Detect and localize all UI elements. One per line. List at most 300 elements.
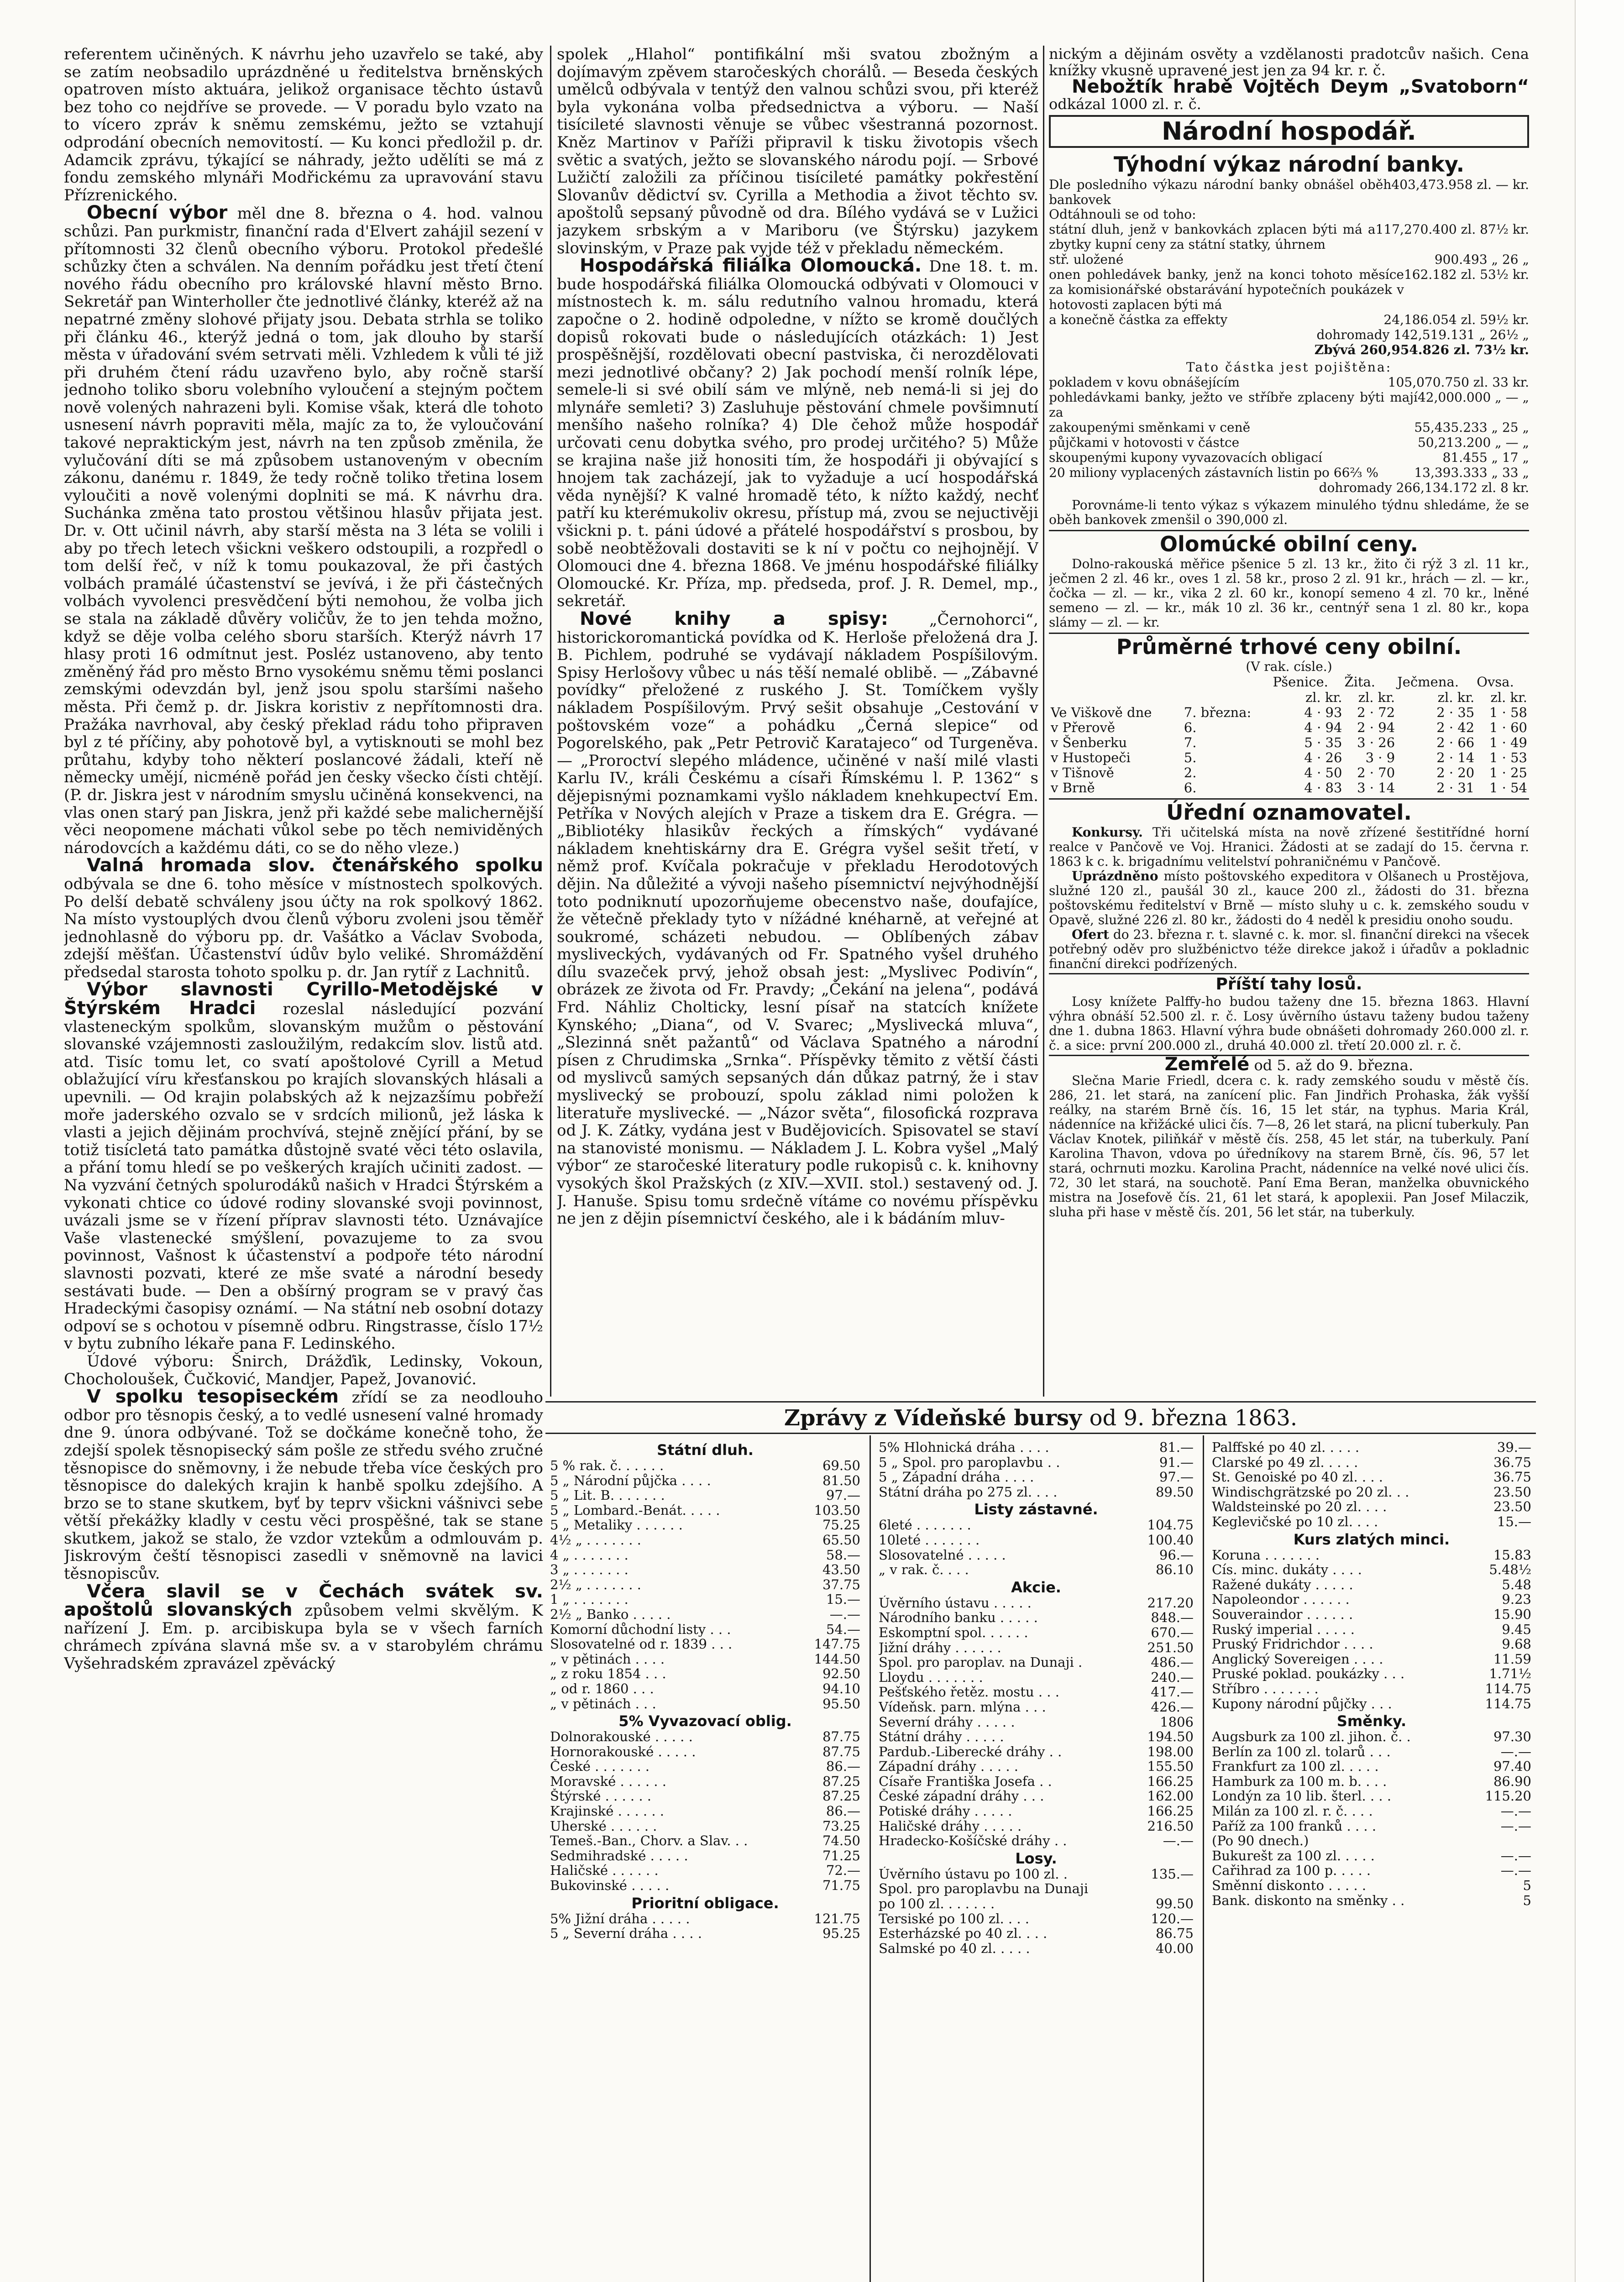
vybor-slavnosti-text: rozeslal následující pozvání vlasteneckým spolkům, slovanským mužům o pěstování slovanské vzájemnosti zasloužilým, redakcím slov. listů atd. atd. Tisíc tomu let, co svatí apoštolové Cyrill a Metud oblažující víru křesťanskou po krajích slovanských hlásali a upevnili. — Od krajin polabských až k nejzazšímu pobřeží moře jaderského ozvalo se v srdcích milionů, jež láska k vlasti a jejich dějinám prochvívá, stejně znějící přání, by se totiž tisícletá tato památka důstojně svaté věci této oslavila, a přání tomu hledí se po veškerých krajích učiniti zadost. — Na vyzvání četných spolurodáků našich v Hradci Štýrském a vykonati chtice co údové rodiny slovanské svoji povinnost, uvázali jsme se v řízení příprav slavnosti této. Uznávajíce Vaše vlastenecké smýšlení, povazujeme to za svou povinnost, Vašnost k účastenství a podpoře této národní slavnosti pozvati, které ze mše svaté a národní besedy sestávati bude. — Den a obšírný program se v pravý čas Hradeckými časopisy oznámí. — Na státní neb osobní dotazy odpoví se s ochotou v písemně odbru. Ringstrasse, číslo 17½ v bytu zubního lékaře pana F. Ledinského. bbox=[64, 1000, 543, 1353]
bursa-row bbox=[550, 1729, 860, 1744]
bursa-row bbox=[879, 1729, 1194, 1744]
bursa-item-name: Národního banku . . . . . bbox=[879, 1610, 1038, 1625]
bursa-row bbox=[1212, 1893, 1531, 1908]
bursa-item-value: 9.45 bbox=[1502, 1621, 1531, 1637]
day-cell: 6. bbox=[1184, 780, 1197, 796]
bursa-item-value: 114.75 bbox=[1485, 1680, 1531, 1696]
bursa-item-name: 4 „ . . . . . . . bbox=[550, 1547, 629, 1563]
bursa-item-value: 120.— bbox=[1151, 1910, 1194, 1926]
bursa-item-name: Palffské po 40 zl. . . . . bbox=[1212, 1440, 1360, 1455]
table-row bbox=[1049, 780, 1529, 796]
bursa-row bbox=[1212, 1548, 1531, 1563]
value-cell: 1 · 58 bbox=[1489, 705, 1527, 720]
bursa-item-name: Dolnorakouské . . . . . bbox=[550, 1729, 693, 1744]
bursa-item-value: 92.50 bbox=[822, 1666, 860, 1682]
bursa-row bbox=[550, 1833, 860, 1848]
bursa-item-name: Komorní důchodní listy . . . bbox=[550, 1622, 731, 1637]
bursa-item-value: 103.50 bbox=[814, 1502, 860, 1518]
bursa-item-name: Severní dráhy . . . . . bbox=[879, 1714, 1015, 1730]
bursa-item-name: po 100 zl. . . . . . . bbox=[879, 1896, 995, 1911]
bursa-item-name: Úvěrního ústavu po 100 zl. . bbox=[879, 1866, 1068, 1882]
bank-item bbox=[1049, 252, 1529, 267]
bursa-row bbox=[879, 1625, 1194, 1640]
bursa-row bbox=[879, 1833, 1194, 1848]
day-cell: 5. bbox=[1184, 750, 1197, 765]
bursa-item-name: 5 „ Spol. pro paroplavbu . . bbox=[879, 1455, 1060, 1470]
bursa-section-heading: 5% Vyvazovací oblig. bbox=[618, 1712, 792, 1730]
value-cell: 2 · 14 bbox=[1436, 750, 1475, 765]
column-header: Žita. bbox=[1344, 674, 1376, 690]
bursa-item-name: 5 % rak. č. . . . . . bbox=[550, 1458, 664, 1473]
bursa-item-value: 86.— bbox=[826, 1759, 860, 1774]
bursa-item-value: 486.— bbox=[1151, 1654, 1194, 1670]
bursa-item-value: 86.— bbox=[826, 1803, 860, 1819]
obecni-vybor-heading: Obecní výbor bbox=[87, 202, 228, 224]
bursa-row bbox=[550, 1458, 860, 1473]
bank-item-value: 24,186.054 zl. 59½ kr. bbox=[1383, 312, 1529, 327]
value-cell: 2 · 42 bbox=[1436, 720, 1475, 735]
bursa-item-value: 5.48 bbox=[1502, 1576, 1531, 1592]
bursa-item-value: 194.50 bbox=[1147, 1729, 1194, 1745]
bursa-item-name: Uherské . . . . . . bbox=[550, 1818, 657, 1834]
bursa-row bbox=[879, 1744, 1194, 1759]
bursa-row bbox=[879, 1804, 1194, 1819]
nove-knihy-text: „Černohorci“, historickoromantická povídka od K. Herloše přeložená dra J. B. Pichlem, podruhé se vydávají nákladem Pospíšilovým. Spisy Herlošovy vůbec u nás těší nemalé oblibě. — „Zábavné povídky“ přeložené z ruského J. St. Tomíčkem vyšly nákladem Pospíšilovým. Prvý sešit obsahuje „Cestování v poštovském voze“ a pohádku „Černá slepice“ od Pogorelského, pak „Petr Petrovič Karatajeco“ od Turgeněva. — „Proroctví slepého mládence, učiněné v naší milé vlasti Karlu IV., králi Českému a císaři Římskému l. P. 1362“ s dějepisnými poznamkami vyšlo nákladem knehkupectví Em. Petříka v Nových alejích v Praze a tiskem dra E. Grégra. — „Bibliotéky hlasikův řeckých a římských“ vydávané nákladem knehtiskárny dra E. Grégra vyšel sešit třetí, v němž prof. Kvíčala pokračuje v překladu Herodotových dějin. Na důležité a vývoji našeho písemnictví nejvýhodnější toto podniknutí upozorňujeme obecenstvo naše, doufajíce, že větečně překlady tyto v nížádné knéharně, at veřejné at soukromé, scházeti nebudou. — Oblíbených zábav mysliveckých, vydávaných od Fr. Spatného vyšel druhého dílu svazeček prvý, jehož obsah jest: „Myslivec Podivín“, obrázek ze života od Fr. Pravdy; „Čekání na jelena“, podává Frd. Náhliz Cholticky, lesní písař na statcích knížete Kynského; „Diana“, od V. Svarec; „Myslivecká mluva“, „Slezinná snět pažantů“ od Václava Spatného a národní písen z Chrudimska „Srnka“. Příspěvky těmito z větší části od myslivců samých sepsaných dán důkaz patrný, že i stav myslivecký se probouzí, spolu základ nimi položen k literatuře myslivecké. — „Názor světa“, filosofická rozprava od J. K. Zátky, vydána jest v Budějovicích. Spisovatel se staví na stanovisté monismu. — Nákladem J. L. Kobra vyšel „Malý výbor“ ze staročeské literatury podle rukopisů c. k. knihovny vysokých škol Pražských (z XIV.—XVII. stol.) sestavený od. J. J. Hanuše. Spisu tomu srdečně vítáme co novému příspěvku ne jen z dějin písemnictví českého, ale i k bádáním mluv- bbox=[557, 611, 1038, 1228]
bank-lead-value: 403,473.958 zl. — kr. bbox=[1391, 177, 1529, 192]
bursa-row bbox=[1212, 1863, 1531, 1878]
bursa-item-name: Bank. diskonto na směnky . . bbox=[1212, 1893, 1405, 1908]
bursa-item-name: Ražené dukáty . . . . . bbox=[1212, 1577, 1353, 1592]
bursa-item-value: 95.50 bbox=[822, 1696, 860, 1712]
bursa-item-value: 94.10 bbox=[822, 1680, 860, 1696]
vybor-slavnosti-article bbox=[64, 981, 543, 1352]
bursa-item-name: Úvěrního ústavu . . . . . bbox=[879, 1595, 1032, 1611]
tahy-losu-text: Losy knížete Palffy-ho budou taženy dne 15. března 1863. Hlavní výhra obnáší 52.500 zl. r. č. Losy úvěrního ústavu taženy budou taženy dne 1. dubna 1863. Hlavní výhra bude obnášeti dohromady 260.000 zl. r. č. a sice: první 200.000 zl., druhá 40.000 zl. třetí 20.000 zl. r. č. bbox=[1049, 994, 1529, 1053]
bursa-row bbox=[879, 1485, 1194, 1500]
bursa-row bbox=[1212, 1455, 1531, 1470]
bursa-item-value: —.— bbox=[1500, 1743, 1531, 1759]
value-cell: 1 · 49 bbox=[1489, 735, 1527, 750]
vcera-heading: Včera slavil se v Čechách svátek sv. apoštolů slovanských bbox=[64, 1581, 543, 1621]
bursa-row bbox=[879, 1640, 1194, 1655]
place-cell: Ve Viškově dne bbox=[1051, 705, 1152, 720]
bursa-item-name: Jižní dráhy . . . . . . bbox=[879, 1640, 1001, 1655]
column-divider bbox=[550, 46, 551, 1397]
bursa-item-value: 97.— bbox=[1159, 1469, 1194, 1485]
tesopis-article bbox=[64, 1388, 543, 1583]
bursa-row bbox=[1212, 1577, 1531, 1592]
bursa-item-name: 5 „ Lombard.-Benát. . . . . bbox=[550, 1502, 720, 1518]
bursa-item-name: „ od r. 1860 . . . bbox=[550, 1681, 654, 1696]
bursa-item-value: 37.75 bbox=[822, 1576, 860, 1592]
bursa-row bbox=[550, 1488, 860, 1503]
bursa-item-value: 71.25 bbox=[822, 1848, 860, 1863]
bursa-item-name: Tersiské po 100 zl. . . . bbox=[879, 1911, 1030, 1926]
ofert-heading: Ofert bbox=[1072, 927, 1109, 942]
bursa-item-value: 9.68 bbox=[1502, 1636, 1531, 1652]
bursa-item-value: 15.90 bbox=[1493, 1606, 1531, 1622]
bursa-item-name: Bukurešt za 100 zl. . . . . bbox=[1212, 1848, 1375, 1863]
bursa-row bbox=[879, 1670, 1194, 1685]
value-cell: 4 · 93 bbox=[1304, 705, 1342, 720]
bursa-item-name: Koruna . . . . . . . bbox=[1212, 1547, 1320, 1563]
narodni-hospodar-title: Národní hospodář. bbox=[1049, 115, 1529, 148]
bursa-item-value: 54.— bbox=[826, 1621, 860, 1637]
bursa-item-name: (Po 90 dnech.) bbox=[1212, 1833, 1309, 1848]
bursa-row bbox=[1212, 1878, 1531, 1893]
bursa-row bbox=[1212, 1485, 1531, 1500]
bursa-item-name: „ v pětinách . . . . bbox=[550, 1651, 665, 1667]
bursa-item-name: Slosovatelné od r. 1839 . . . bbox=[550, 1637, 733, 1652]
bursa-item-value: 65.50 bbox=[822, 1532, 860, 1548]
bursa-item-value: 81.50 bbox=[822, 1472, 860, 1488]
bursa-row bbox=[879, 1455, 1194, 1470]
bursa-item-name: Cís. minc. dukáty . . . . bbox=[1212, 1562, 1362, 1577]
bursa-item-name: Krajinské . . . . . . bbox=[550, 1804, 664, 1819]
vybor-slavnosti-heading: Výbor slavnosti Cyrillo-Metodějské v Štýrském Hradci bbox=[64, 979, 543, 1019]
bursa-item-name: Západní dráhy . . . . . bbox=[879, 1759, 1018, 1774]
bursa-row bbox=[879, 1911, 1194, 1926]
bursa-item-name: 2½ „ Banko . . . . . bbox=[550, 1607, 671, 1622]
bursa-row bbox=[1212, 1652, 1531, 1667]
bursa-item-value: 91.— bbox=[1159, 1454, 1194, 1470]
bank-item bbox=[1049, 312, 1529, 327]
value-cell: 2 · 20 bbox=[1436, 765, 1475, 780]
konkursy-notice bbox=[1049, 825, 1529, 869]
value-cell: 3 · 26 bbox=[1357, 735, 1395, 750]
bursa-item-name: 2½ „ . . . . . . . bbox=[550, 1577, 641, 1592]
bursa-item-name: 5 „ Západní dráha . . . . bbox=[879, 1470, 1034, 1485]
bursa-item-value: —.— bbox=[1163, 1833, 1194, 1849]
bursa-row bbox=[1212, 1607, 1531, 1622]
bursa-item-name: Paříž za 100 franků . . . . bbox=[1212, 1818, 1377, 1834]
bursa-item-name: Haličské dráhy . . . . . bbox=[879, 1818, 1022, 1834]
bursa-item-name: Anglický Sovereigen . . . . bbox=[1212, 1651, 1383, 1667]
bursa-row bbox=[550, 1518, 860, 1533]
bursa-item-name: Frankfurt za 100 zl. . . . . bbox=[1212, 1759, 1379, 1774]
bursa-item-name: České . . . . . . . bbox=[550, 1759, 650, 1774]
bursa-item-value: 97.40 bbox=[1493, 1759, 1531, 1774]
insurance-value: 105,070.750 zl. 33 kr. bbox=[1388, 375, 1529, 390]
bursa-row bbox=[1212, 1774, 1531, 1789]
bursa-item-name: Ruský imperial . . . . . bbox=[1212, 1622, 1355, 1637]
bursa-item-value: 95.25 bbox=[822, 1926, 860, 1942]
value-cell: 2 · 72 bbox=[1357, 705, 1395, 720]
bursa-row bbox=[879, 1655, 1194, 1670]
bursa-row bbox=[879, 1896, 1194, 1911]
bursa-item-value: 73.25 bbox=[822, 1818, 860, 1834]
bursa-row bbox=[550, 1804, 860, 1819]
insurance-value: 81.455 „ 17 „ bbox=[1442, 450, 1529, 465]
bank-item bbox=[1049, 267, 1529, 312]
bursa-item-value: 72.— bbox=[826, 1863, 860, 1879]
uprazdneno-notice bbox=[1049, 869, 1529, 927]
bursa-row bbox=[879, 1926, 1194, 1941]
bursa-title-date: od 9. března 1863. bbox=[1089, 1405, 1298, 1431]
day-cell: 7. bbox=[1184, 735, 1197, 750]
bursa-item-name: Waldsteinské po 20 zl. . . . bbox=[1212, 1499, 1387, 1514]
bursa-row bbox=[879, 1685, 1194, 1700]
bursa-row bbox=[550, 1819, 860, 1834]
place-cell: v Hustopeči bbox=[1051, 750, 1131, 765]
bursa-item-value: 87.75 bbox=[822, 1729, 860, 1745]
bursa-item-name: Směnní diskonto . . . . . bbox=[1212, 1878, 1367, 1893]
prumerne-ceny-title: Průměrné trhové ceny obilní. bbox=[1049, 633, 1529, 659]
value-cell: 3 · 14 bbox=[1357, 780, 1395, 796]
bursa-item-name: Spol. pro paroplavbu na Dunaji bbox=[879, 1881, 1089, 1897]
bursa-item-value: 15.— bbox=[826, 1591, 860, 1607]
bursa-item-name: Londýn za 10 lib. šterl. . . . bbox=[1212, 1789, 1392, 1804]
bursa-item-name: „ z roku 1854 . . . bbox=[550, 1666, 666, 1681]
bursa-row bbox=[1212, 1789, 1531, 1804]
unit-cell: zl. kr. bbox=[1358, 690, 1395, 705]
bursa-item-name: 5 „ Lit. B. . . . . . . bbox=[550, 1488, 665, 1503]
bursa-item-value: 162.00 bbox=[1147, 1788, 1194, 1804]
bank-item bbox=[1049, 222, 1529, 252]
bursa-section-heading: Losy. bbox=[1015, 1849, 1057, 1867]
bursa-item-name: Augsburk za 100 zl. jihon. č. . bbox=[1212, 1729, 1411, 1744]
bursa-row bbox=[879, 1610, 1194, 1625]
value-cell: 2 · 35 bbox=[1436, 705, 1475, 720]
bursa-item-name: České západní dráhy . . . bbox=[879, 1789, 1044, 1804]
bursa-row bbox=[1212, 1514, 1531, 1529]
bursa-row bbox=[1212, 1681, 1531, 1696]
hospodarska-filialka-text: Dne 18. t. m. bude hospodářská filiálka Olomoucká odbývati v Olomouci v místnostech k. m. sálu redutního valnou hromadu, která započne o 2. hodině odpoledne, v nížto se kromě doučlých dopisů rokovati bude o následujících otázkách: 1) Jest prospěšnější, rozdělovati obecní pastviska, či nerozdělovati mezi jednotlivé občany? 2) Jak pochodí menší rolník lépe, semele-li si své obilí sám ve mlýně, neb nemá-li si jej do mlynáře semleti? 3) Zasluhuje pěstování chmele povšimnutí menšího našeho rolníka? 4) Dle čehož může hospodář určovati cenu dobytka svého, pro prodej určitého? 5) Může se krajina naše již honositi tím, že hospodáři ji obývající s hnojem tak zacházejí, jak to vyžaduje a ucí hospodářská věda nynější? K valné hromadě této, k nížto každý, nechť patří ku kterémukoliv okresu, přístup má, zvou se nejuctivěji všickni p. t. páni údové a přátelé hospodářství s prosbou, by sobě neobtěžovali dostaviti se k ní v počtu co nejhojnějí. V Olomouci dne 4. března 1868. Ve jménu hospodářské filiálky Olomoucké. Kr. Příza, mp. předseda, prof. J. R. Demel, mp., sekretář. bbox=[557, 257, 1038, 611]
bursa-section-heading: Listy zástavné. bbox=[974, 1501, 1098, 1518]
bursa-item-value: 15.83 bbox=[1493, 1547, 1531, 1563]
bursa-item-name: Vídeňsk. parn. mlýna . . . bbox=[879, 1699, 1046, 1715]
column-header: Ovsa. bbox=[1477, 674, 1514, 690]
place-cell: v Přerově bbox=[1051, 720, 1116, 735]
insurance-item bbox=[1049, 450, 1529, 465]
tahy-losu-title: Příští tahy losů. bbox=[1049, 973, 1529, 994]
insurance-label: pohledávkami banky, ježto ve stříbře zplaceny býti mají za bbox=[1049, 390, 1418, 420]
bursa-row bbox=[1212, 1833, 1531, 1848]
bursa-item-value: 97.30 bbox=[1493, 1729, 1531, 1745]
bursa-item-name: Salmské po 40 zl. . . . . bbox=[879, 1941, 1030, 1956]
bursa-row bbox=[879, 1533, 1194, 1548]
vcera-article bbox=[64, 1583, 543, 1673]
bursa-item-value: 198.00 bbox=[1147, 1743, 1194, 1759]
insurance-item bbox=[1049, 465, 1529, 480]
bursa-item-name: Stříbro . . . . . . . bbox=[1212, 1681, 1319, 1696]
bursa-column-3 bbox=[1212, 1440, 1531, 1908]
bursa-item-name: Štýrské . . . . . . bbox=[550, 1789, 652, 1804]
deym-text: odkázal 1000 zl. r. č. bbox=[1049, 95, 1201, 113]
bursa-item-value: —.— bbox=[1500, 1818, 1531, 1834]
bursa-item-name: 5 „ Národní půjčka . . . . bbox=[550, 1473, 711, 1488]
bursa-item-value: 166.25 bbox=[1147, 1803, 1194, 1819]
column-header: Ječmena. bbox=[1397, 674, 1459, 690]
bursa-row bbox=[550, 1533, 860, 1548]
bursa-row bbox=[550, 1681, 860, 1696]
olomoucke-ceny-title: Olomúcké obilní ceny. bbox=[1049, 530, 1529, 557]
insurance-heading: Tato částka jest pojištěna: bbox=[1186, 360, 1392, 375]
valna-hromada-text: odbývala se dne 6. toho měsíce v místnostech spolkových. Po delší debatě schváleny jsou účty na rok spolkový 1862. Na místo vystouplých dvou členů výboru zvoleni jsou těměř jednohlasně do výboru pp. dr. Vašátko a Václav Svoboda, zdejší měšťan. Účastenství údův bylo veliké. Shromáždění předsedal starosta tohoto spolku p. dr. Jan rytíř z Lachnitů. bbox=[64, 874, 543, 981]
deym-heading: Nebožtík hrabě Vojtěch Deym „Svatoborn“ bbox=[1072, 76, 1529, 97]
value-cell: 4 · 50 bbox=[1304, 765, 1342, 780]
insurance-label: půjčkami v hotovosti v částce bbox=[1049, 435, 1240, 450]
bursa-item-value: 135.— bbox=[1151, 1866, 1194, 1882]
bursa-row bbox=[550, 1848, 860, 1863]
bursa-row bbox=[879, 1867, 1194, 1882]
bursa-row bbox=[550, 1652, 860, 1667]
bursa-item-name: Souveraindor . . . . . . bbox=[1212, 1607, 1353, 1622]
bursa-row bbox=[550, 1607, 860, 1622]
bursa-item-value: 251.50 bbox=[1147, 1639, 1194, 1655]
bursa-item-name: 4½ „ . . . . . . . bbox=[550, 1532, 641, 1548]
bursa-item-value: 36.75 bbox=[1493, 1454, 1531, 1470]
bursa-item-name: Císaře Františka Josefa . . bbox=[879, 1774, 1052, 1789]
bursa-item-name: Sedmihradské . . . . . bbox=[550, 1848, 688, 1863]
value-cell: 4 · 26 bbox=[1304, 750, 1342, 765]
bursa-item-name: 1 „ . . . . . . . bbox=[550, 1592, 629, 1607]
bank-item-label: onen pohledávek banky, jenž na konci tohoto měsíce za komisionářské obstarávání hypotečních poukázek v hotovosti zaplacen býti má bbox=[1049, 267, 1404, 312]
bursa-item-name: Clarské po 49 zl. . . . . bbox=[1212, 1455, 1358, 1470]
obecni-vybor-text: měl dne 8. března o 4. hod. valnou schůzi. Pan purkmistr, finanční rada d'Elvert zahájil sezení v přítomnosti 32 členů obecního výboru. Protokol předešlé schůzky čten a schválen. Na denním pořádku jest třetí čtení nového řádu obecního pro královské hlavní město Brno. Sekretář pan Winterholler čte jednotlivé články, kteréž až na nepatrné změny slohové přijaty jsou. Debata strhla se toliko při článku 46., kterýž jedná o tom, jak dlouho by starší města v úřadování svém setrvati měli. Vzhledem k vůli té již při druhém čtení rádu uzavřeno bylo, aby ročně starší jednoho toliko sboru volebního vyloučení a stejným počtem nově volených nahrazeni byli. Komise však, která dle tohoto usnesení návrh popraviti měla, majíc za to, že vyloučování takové nepraktickým jest, návrh na ten způsob změnila, že vylučování díti se má způsobem ustanoveným v obecním zákonu, danému r. 1849, že tedy ročně toliko třetina losem vyloučiti a nově volenými doplniti se má. K návrhu dra. Suchánka změna tato prostou většinou hlasův přijata jest. Dr. v. Ott učinil návrh, aby starší města na 3 léta se volili i aby po třech letech všickni veškero odstoupili, a rozpředl o tom delší řeč, v níž k tomu poukazoval, že při častých volbách pramálé účastenství se jevívá, i že při částečných volbách vyvolenci presvědčení býti nemohou, že volba jich se stala na základě důvěry voličův, že to jen tehda možno, když se děje volba celého sboru starších. Kterýž návrh 17 hlasy proti 16 odmítnut jest. Posléz ustanoveno, aby tento změněný řád pro město Brno vysokému sněmu těmi poslanci zemskými odevzdán byl, jenž jsou spolu staršími našeho města. Při čemž p. dr. Jiskra koristiv z nepřítomnosti dra. Pražáka navrhoval, aby český překlad rádu toho připraven byl z té příčiny, aby pohotově byl, a vytisknouti se mohl bez průtahu, kdyby toho některí poslancové žádali, kteří ně německy umějí, nicméně pořád jen česky všecko čísti chtějí. (P. dr. Jiskra jest v národním smyslu učiněná konsekvenci, na vlas onen starý pan Jiskra, jenž při každé sebe malichernější věci neopomene máchati vůkol sebe po těch nemividěných národovcích a každému dáti, co se do něho vleze.) bbox=[64, 204, 543, 857]
table-row bbox=[1049, 720, 1529, 735]
bursa-row bbox=[550, 1592, 860, 1607]
bursa-row bbox=[550, 1789, 860, 1804]
bursa-row bbox=[550, 1622, 860, 1637]
bursa-item-value: 114.75 bbox=[1485, 1696, 1531, 1712]
bursa-item-value: 86.10 bbox=[1155, 1562, 1194, 1578]
table-row bbox=[1049, 750, 1529, 765]
bursa-row bbox=[550, 1774, 860, 1789]
value-cell: 2 · 94 bbox=[1357, 720, 1395, 735]
insurance-label: zakoupenými směnkami v ceně bbox=[1049, 420, 1251, 435]
bursa-item-name: Hornorakouské . . . . . bbox=[550, 1744, 696, 1759]
bursa-row bbox=[879, 1819, 1194, 1834]
bursa-item-name: Keglevičské po 10 zl. . . . bbox=[1212, 1514, 1378, 1529]
place-cell: v Šenberku bbox=[1051, 735, 1127, 750]
bursa-row bbox=[879, 1700, 1194, 1715]
bursa-column-1 bbox=[550, 1440, 860, 1941]
bursa-item-value: 115.20 bbox=[1485, 1788, 1531, 1804]
bank-item-label: a konečně částka za effekty bbox=[1049, 312, 1228, 327]
bursa-item-value: 155.50 bbox=[1147, 1759, 1194, 1774]
bursa-section-heading: Prioritní obligace. bbox=[631, 1894, 779, 1912]
bursa-item-name: 5% Hlohnická dráha . . . . bbox=[879, 1440, 1049, 1455]
bursa-item-value: 9.23 bbox=[1502, 1591, 1531, 1607]
bursa-item-name: Kupony národní půjčky . . . bbox=[1212, 1696, 1392, 1712]
bursa-item-name: Pešťského řetěz. mostu . . . bbox=[879, 1685, 1059, 1700]
bursa-row bbox=[1212, 1759, 1531, 1774]
bursa-row bbox=[550, 1666, 860, 1681]
value-cell: 5 · 35 bbox=[1304, 735, 1342, 750]
bursa-item-name: 3 „ . . . . . . . bbox=[550, 1562, 629, 1577]
bursa-item-name: 10leté . . . . . . . bbox=[879, 1532, 980, 1548]
bursa-row bbox=[879, 1789, 1194, 1804]
table-row bbox=[1049, 705, 1529, 720]
bursa-item-value: —.— bbox=[1500, 1848, 1531, 1863]
bursa-row bbox=[879, 1548, 1194, 1563]
valna-hromada-heading: Valná hromada slov. čtenářského spolku bbox=[87, 855, 543, 876]
bursa-item-value: 86.75 bbox=[1155, 1926, 1194, 1942]
comparison-note: Porovnáme-li tento výkaz s výkazem minulého týdnu shledáme, že se oběh bankovek zmenšil o 390,000 zl. bbox=[1049, 497, 1529, 527]
bursa-item-name: 5% Jižní dráha . . . . . bbox=[550, 1911, 690, 1926]
bursa-item-value: 217.20 bbox=[1147, 1595, 1194, 1611]
bursa-row bbox=[1212, 1440, 1531, 1455]
bursa-item-name: 5 „ Severní dráha . . . . bbox=[550, 1926, 702, 1941]
insurance-value: 42,000.000 „ — „ bbox=[1417, 390, 1529, 405]
column-2 bbox=[557, 46, 1038, 1397]
bursa-item-name: Státní dráha po 275 zl. . . . bbox=[879, 1484, 1058, 1500]
bursa-item-value: 69.50 bbox=[822, 1458, 860, 1473]
bursa-item-name: Moravské . . . . . . bbox=[550, 1774, 666, 1789]
value-cell: 2 · 31 bbox=[1436, 780, 1475, 796]
bursa-item-name: Windischgrätzské po 20 zl. . . bbox=[1212, 1484, 1409, 1500]
bank-row bbox=[1049, 177, 1529, 207]
konkursy-heading: Konkursy. bbox=[1072, 825, 1143, 840]
bank-subtract-label: Odtáhnouli se od toho: bbox=[1049, 207, 1196, 222]
insurance-value: 55,435.233 „ 25 „ bbox=[1414, 420, 1529, 435]
hospodarska-filialka-article bbox=[557, 257, 1038, 610]
ofert-notice bbox=[1049, 927, 1529, 971]
bursa-section-heading: Státní dluh. bbox=[657, 1441, 754, 1459]
bursa-item-name: Spol. pro paroplav. na Dunaji . bbox=[879, 1655, 1083, 1670]
tesopis-text: zřídí se za neodlouho odbor pro těsnopis český, a to vedlé usnesení valné hromady dne 9. února odbývané. Tož se dočkáme konečně toho, že zdejší spolek těsnopisecký sám pošle ze středu svého zručné těsnopisce do sněmovny, i že nebude třeba více českých pro těsnopisce do dalekých krajin k hanbě spolku zdejšího. A brzo se to stane skutkem, byť by teprv všickni vášnivci sebe větší překážky kladly v cestu věci prospěšné, tak se stane skutkem, jakož se stalo, že vzdor vztekům a odmlouvám p. Jiskrovým čeští těsnopisci zasedli v sněmovně na lavici těsnopiscův. bbox=[64, 1388, 543, 1583]
table-row bbox=[1049, 765, 1529, 780]
bursa-item-value: 97.— bbox=[826, 1487, 860, 1503]
bursa-item-value: 100.40 bbox=[1147, 1532, 1194, 1548]
bursa-item-value: 5 bbox=[1523, 1892, 1531, 1908]
insurance-value: 13,393.333 „ 33 „ bbox=[1414, 465, 1529, 480]
bursa-row bbox=[550, 1759, 860, 1774]
bursa-item-value: 58.— bbox=[826, 1547, 860, 1563]
col1-paragraph: referentem učiněných. K návrhu jeho uzavřelo se také, aby se zatím neobsadilo uprázdněné u ředitelstva brněnských opatroven místo aktuára, jelikož organisace těchto ústavů bez toho co nejdříve se provede. — V poradu bylo vzato na to vícero zpráv k sněmu zemskému, ježto se vztahují odprodání obecních nemovitostí. — Ku konci předložil p. dr. Adamcik zprávu, týkající se náhrady, ježto udělíti se má z fondu zemského mlynáři Modřickému za upravování stavu Přízrenického. bbox=[64, 46, 543, 204]
bursa-item-name: Haličské . . . . . . bbox=[550, 1863, 659, 1879]
bursa-section-heading: Akcie. bbox=[1011, 1578, 1061, 1596]
bursa-item-value: 848.— bbox=[1151, 1610, 1194, 1626]
zemrele-subheading: od 5. až do 9. března. bbox=[1254, 1057, 1414, 1074]
insurance-item bbox=[1049, 390, 1529, 420]
day-cell: 2. bbox=[1184, 765, 1197, 780]
day-cell: 6. bbox=[1184, 720, 1197, 735]
unit-cell: zl. kr. bbox=[1437, 690, 1475, 705]
bursa-row bbox=[1212, 1696, 1531, 1712]
bursa-item-value: 240.— bbox=[1151, 1669, 1194, 1685]
ofert-text: do 23. března r. t. slavné c. k. mor. sl. finanční direkci na všecek potřebný oděv pro službénictvo téže direkce jakož i úřadův a pokladnic finanční direkci podřízených. bbox=[1049, 927, 1529, 971]
bursa-top-rule bbox=[545, 1401, 1536, 1403]
bursa-row bbox=[1212, 1562, 1531, 1577]
prumerne-ceny-subtitle: (V rak. císle.) bbox=[1246, 659, 1332, 674]
bursa-item-value: 87.25 bbox=[822, 1788, 860, 1804]
value-cell: 2 · 70 bbox=[1357, 765, 1395, 780]
bursa-item-value: 99.50 bbox=[1155, 1896, 1194, 1912]
table-units-row bbox=[1049, 690, 1529, 705]
col3-paragraph: nickým a dějinám osvěty a vzdělanosti pradotcův našich. Cena knížky vkusně upravené jest jen za 94 kr. r. č. bbox=[1049, 46, 1529, 79]
bursa-section bbox=[545, 1403, 1536, 2282]
bank-item-value: 162.182 zl. 53½ kr. bbox=[1404, 267, 1529, 282]
insurance-label: 20 miliony vyplacených zástavních listin po 66⅔ % bbox=[1049, 465, 1379, 480]
valna-hromada-article bbox=[64, 857, 543, 981]
konkursy-text: Tři učitelská místa na nově zřízené šestitřídné horní realce v Pančově ve Voj. Hranici. Žádosti at se zadají do 15. června r. 1863 k c. k. brigadnímu velitelství pohraničnému v Pančově. bbox=[1049, 825, 1529, 869]
uprazdneno-text: místo poštovského expeditora v Olšanech u Prostějova, služné 120 zl., paušál 30 zl., kauce 200 zl., žádosti do 31. března poštovskému ředitelství v Brně — místo sluhy u c. k. zemského soudu v Opavě, služné 226 zl. 80 kr., žádosti do 4 neděl k presidiu onoho soudu. bbox=[1049, 869, 1529, 927]
insurance-item bbox=[1049, 435, 1529, 450]
bursa-item-value: 87.25 bbox=[822, 1773, 860, 1789]
bursa-item-name: Temeš.-Ban., Chorv. a Slav. . . bbox=[550, 1833, 748, 1848]
bursa-item-value: 426.— bbox=[1151, 1699, 1194, 1715]
bursa-row bbox=[1212, 1804, 1531, 1819]
bursa-item-value: —.— bbox=[1500, 1863, 1531, 1879]
bursa-item-value: 36.75 bbox=[1493, 1469, 1531, 1485]
bursa-row bbox=[550, 1577, 860, 1592]
bank-item-label: státní dluh, jenž v bankovkách zplacen býti má a zbytky kupní ceny za státní statky, úhrnem bbox=[1049, 222, 1376, 252]
bursa-item-name: Cařihrad za 100 p. . . . . bbox=[1212, 1863, 1371, 1879]
bursa-item-value: 417.— bbox=[1151, 1684, 1194, 1700]
bursa-item-value: 216.50 bbox=[1147, 1818, 1194, 1834]
